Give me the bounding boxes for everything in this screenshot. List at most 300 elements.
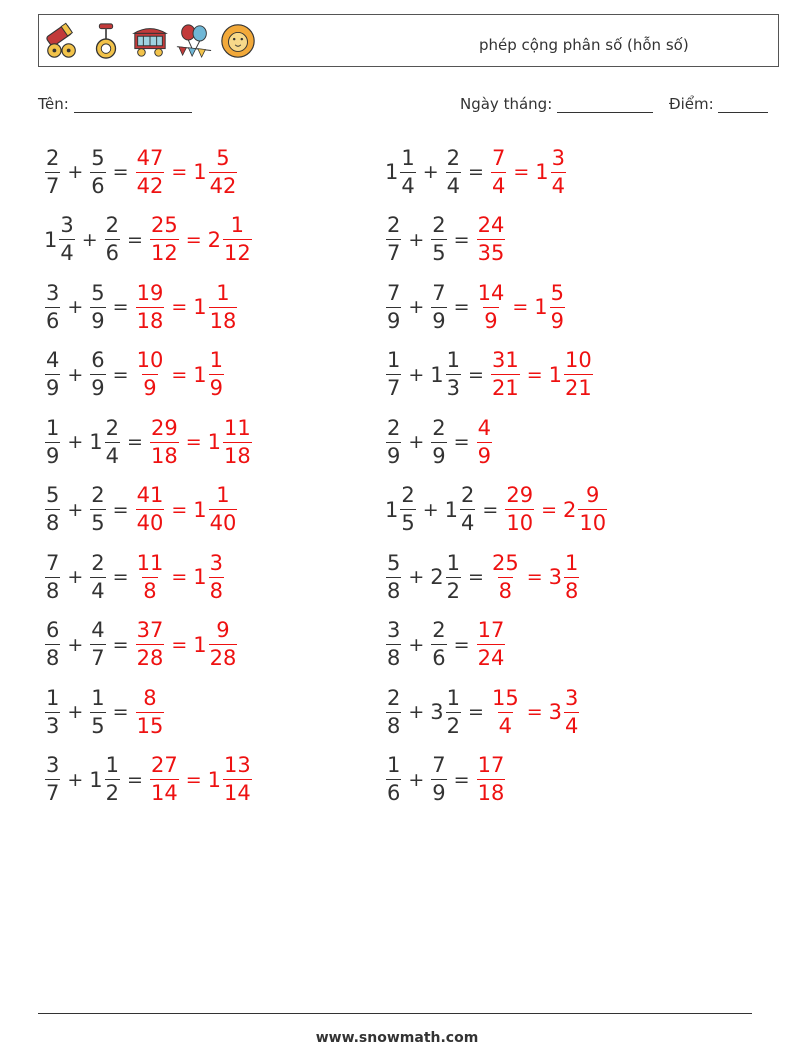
denominator: 4 [60, 241, 74, 265]
whole-number: 1 [207, 767, 221, 792]
second-operand [89, 755, 121, 804]
fraction [386, 755, 401, 804]
plus-sign: + [408, 363, 425, 386]
numerator: 2 [387, 415, 401, 440]
first-operand [44, 415, 61, 468]
improper-answer [135, 550, 166, 603]
whole-number: 1 [193, 362, 207, 387]
problem-item [385, 142, 567, 202]
numerator: 2 [432, 618, 446, 642]
numerator: 2 [91, 483, 105, 507]
problem-item [44, 750, 253, 810]
denominator: 9 [477, 443, 491, 468]
problem-item [385, 412, 493, 472]
second-operand [89, 350, 106, 399]
answer [504, 485, 608, 534]
denominator: 4 [565, 713, 579, 738]
plus-sign: + [408, 768, 425, 791]
first-operand [385, 485, 417, 534]
second-operand [89, 550, 106, 603]
numerator: 37 [136, 618, 164, 642]
first-operand [44, 620, 61, 669]
problem-item [385, 345, 594, 405]
denominator: 40 [209, 511, 237, 535]
fraction [90, 550, 105, 603]
first-operand [385, 620, 402, 669]
fraction [45, 755, 60, 804]
numerator: 4 [477, 415, 491, 440]
denominator: 4 [401, 173, 415, 198]
fraction [90, 280, 105, 333]
answer [135, 485, 239, 534]
numerator: 15 [491, 685, 519, 710]
second-operand [430, 550, 462, 603]
fraction [45, 485, 60, 534]
first-operand [44, 685, 61, 738]
numerator: 10 [136, 348, 164, 372]
fraction [431, 415, 446, 468]
equals-sign: = [127, 228, 143, 251]
whole-number: 1 [535, 160, 549, 184]
plus-sign: + [408, 633, 425, 656]
numerator: 7 [432, 753, 446, 777]
answer [476, 755, 507, 804]
equals-sign: = [127, 768, 143, 791]
second-operand [445, 145, 462, 198]
denominator: 4 [461, 511, 475, 535]
improper-answer [135, 485, 166, 534]
first-operand [385, 145, 417, 198]
first-operand [44, 485, 61, 534]
numerator: 2 [105, 213, 120, 237]
fraction [209, 485, 238, 534]
mixed-answer [207, 415, 253, 468]
answer [135, 280, 239, 333]
fraction [136, 685, 165, 738]
numerator: 1 [565, 550, 579, 575]
denominator: 2 [105, 781, 120, 805]
fraction [223, 755, 252, 804]
fraction [460, 485, 475, 534]
denominator: 9 [91, 376, 105, 400]
numerator: 6 [46, 618, 60, 642]
equals-sign: = [185, 228, 202, 251]
problem-item [385, 750, 506, 810]
second-operand [430, 280, 447, 333]
denominator: 9 [91, 308, 105, 333]
equals-sign: = [127, 431, 143, 453]
problem-item [385, 210, 506, 270]
improper-answer [135, 350, 166, 399]
equals-sign: = [541, 498, 557, 521]
fraction [386, 215, 401, 264]
answer [135, 620, 239, 669]
plus-sign: + [67, 161, 84, 183]
equals-sign: = [453, 633, 470, 656]
first-operand [385, 215, 402, 264]
first-operand [44, 755, 61, 804]
first-operand [385, 415, 402, 468]
denominator: 18 [136, 308, 164, 333]
numerator: 11 [136, 550, 164, 575]
fraction [550, 280, 565, 333]
whole-number: 1 [534, 295, 548, 319]
numerator: 31 [491, 348, 519, 372]
first-operand [385, 685, 402, 738]
numerator: 1 [446, 348, 461, 372]
whole-number: 1 [430, 362, 444, 387]
fraction [45, 620, 60, 669]
denominator: 4 [491, 173, 506, 198]
whole-number: 3 [430, 700, 444, 724]
numerator: 29 [506, 483, 534, 507]
worksheet-title: phép cộng phân số (hỗn số) [479, 36, 689, 54]
numerator: 5 [91, 280, 105, 305]
equals-sign: = [468, 363, 484, 386]
fraction [150, 755, 179, 804]
answer [476, 415, 493, 468]
mixed-answer [563, 485, 608, 534]
plus-sign: + [67, 633, 84, 656]
fraction [45, 550, 60, 603]
denominator: 18 [209, 308, 237, 333]
equals-sign: = [112, 498, 129, 521]
equals-sign: = [468, 701, 484, 723]
fraction [45, 280, 60, 333]
name-blank[interactable] [74, 98, 192, 113]
numerator: 7 [432, 280, 446, 305]
denominator: 7 [46, 173, 60, 198]
denominator: 14 [150, 781, 178, 805]
plus-sign: + [67, 566, 84, 588]
denominator: 18 [150, 443, 178, 468]
numerator: 17 [477, 753, 505, 777]
whole-number: 2 [207, 227, 221, 252]
answer [135, 550, 225, 603]
plus-sign: + [408, 701, 425, 723]
denominator: 8 [209, 578, 223, 603]
footer-url: www.snowmath.com [315, 1030, 479, 1046]
answer [149, 755, 253, 804]
denominator: 5 [432, 241, 446, 265]
whole-number: 1 [385, 497, 399, 522]
denominator: 42 [136, 173, 164, 198]
numerator: 47 [136, 145, 164, 170]
mixed-answer [548, 685, 581, 738]
fraction [90, 350, 105, 399]
denominator: 6 [91, 173, 105, 198]
equals-sign: = [112, 296, 129, 318]
whole-number: 1 [193, 160, 207, 184]
numerator: 1 [446, 685, 461, 710]
numerator: 41 [136, 483, 164, 507]
fraction [223, 415, 252, 468]
whole-number: 1 [89, 430, 103, 454]
denominator: 7 [387, 376, 401, 400]
fraction [578, 485, 607, 534]
fraction [477, 280, 506, 333]
fraction [400, 145, 415, 198]
fraction [386, 685, 401, 738]
fraction [223, 215, 252, 264]
whole-number: 1 [444, 497, 459, 522]
fraction [386, 415, 401, 468]
denominator: 42 [209, 173, 237, 198]
fraction [386, 550, 401, 603]
denominator: 4 [105, 443, 120, 468]
mixed-answer [193, 485, 238, 534]
numerator: 3 [46, 753, 60, 777]
denominator: 3 [46, 713, 60, 738]
answer [490, 685, 580, 738]
equals-sign: = [171, 566, 188, 588]
improper-answer [149, 415, 180, 468]
mixed-answer [193, 550, 225, 603]
fraction [136, 485, 165, 534]
plus-sign: + [408, 228, 425, 251]
denominator: 8 [565, 578, 579, 603]
whole-number: 3 [548, 565, 562, 589]
denominator: 8 [143, 578, 157, 603]
equals-sign: = [526, 363, 543, 386]
improper-answer [135, 685, 166, 738]
first-operand [44, 280, 61, 333]
numerator: 2 [91, 550, 105, 575]
denominator: 9 [484, 308, 498, 333]
fraction [45, 685, 60, 738]
whole-number: 1 [89, 767, 103, 792]
whole-number: 1 [385, 160, 399, 184]
fraction [90, 685, 105, 738]
mixed-answer [549, 350, 594, 399]
numerator: 1 [46, 685, 60, 710]
first-operand [385, 350, 402, 399]
numerator: 1 [387, 348, 401, 372]
answer [135, 350, 225, 399]
numerator: 13 [224, 753, 251, 777]
denominator: 8 [46, 578, 60, 603]
second-operand [89, 145, 106, 198]
denominator: 35 [477, 241, 505, 265]
denominator: 18 [477, 781, 505, 805]
improper-answer [490, 550, 521, 603]
fraction [446, 350, 461, 399]
fraction [209, 350, 224, 399]
fraction [105, 755, 120, 804]
second-operand [430, 755, 447, 804]
equals-sign: = [112, 363, 129, 386]
whole-number: 2 [430, 565, 444, 589]
problem-item [385, 615, 506, 675]
fraction [136, 620, 165, 669]
fraction [105, 215, 120, 264]
fraction [477, 755, 506, 804]
numerator: 4 [91, 618, 105, 642]
date-blank[interactable] [557, 98, 653, 113]
whole-number: 1 [193, 632, 207, 657]
second-operand [430, 415, 447, 468]
improper-answer [490, 145, 507, 198]
improper-answer [149, 215, 180, 264]
denominator: 24 [477, 646, 505, 670]
denominator: 12 [224, 241, 251, 265]
numerator: 25 [491, 550, 519, 575]
answer [135, 145, 239, 198]
fraction [209, 550, 224, 603]
numerator: 1 [387, 753, 401, 777]
problem-item [385, 480, 608, 540]
answer [149, 215, 253, 264]
problem-item [385, 277, 566, 337]
answer [476, 620, 507, 669]
numerator: 2 [432, 213, 446, 237]
numerator: 7 [491, 145, 506, 170]
numerator: 19 [136, 280, 164, 305]
score-label: Điểm: [669, 95, 714, 113]
denominator: 15 [136, 713, 164, 738]
denominator: 9 [46, 443, 60, 468]
denominator: 7 [91, 646, 105, 670]
numerator: 4 [46, 348, 60, 372]
fraction [150, 415, 179, 468]
plus-sign: + [67, 701, 84, 723]
denominator: 4 [498, 713, 513, 738]
numerator: 1 [105, 753, 120, 777]
circus-wagon-icon [131, 21, 169, 61]
fraction [45, 415, 60, 468]
equals-sign: = [468, 161, 484, 183]
second-operand [430, 685, 462, 738]
equals-sign: = [513, 161, 530, 183]
numerator: 27 [150, 753, 178, 777]
denominator: 5 [91, 713, 105, 738]
denominator: 5 [401, 511, 415, 535]
plus-sign: + [408, 431, 425, 453]
plus-sign: + [67, 768, 84, 791]
improper-answer [135, 620, 166, 669]
first-operand [385, 280, 402, 333]
denominator: 6 [387, 781, 401, 805]
equals-sign: = [171, 296, 188, 318]
numerator: 3 [209, 550, 223, 575]
answer [490, 145, 567, 198]
first-operand [44, 215, 76, 264]
numerator: 29 [150, 415, 178, 440]
denominator: 40 [136, 511, 164, 535]
answer [149, 415, 253, 468]
numerator: 2 [105, 415, 120, 440]
numerator: 7 [46, 550, 60, 575]
plus-sign: + [67, 498, 84, 521]
whole-number: 3 [548, 700, 562, 724]
denominator: 6 [105, 241, 120, 265]
header-box [38, 14, 779, 67]
numerator: 3 [60, 213, 74, 237]
denominator: 8 [498, 578, 513, 603]
denominator: 2 [446, 713, 461, 738]
second-operand [104, 215, 121, 264]
plus-sign: + [408, 566, 425, 588]
name-field [38, 95, 192, 113]
problem-item [44, 210, 253, 270]
fraction [136, 550, 165, 603]
first-operand [44, 550, 61, 603]
answer [135, 685, 166, 738]
numerator: 1 [209, 348, 223, 372]
numerator: 2 [461, 483, 475, 507]
cannon-icon [43, 21, 81, 61]
fraction [431, 280, 446, 333]
answer [476, 215, 507, 264]
equals-sign: = [512, 296, 529, 318]
mixed-answer [535, 145, 567, 198]
second-operand [89, 280, 106, 333]
problem-item [44, 682, 165, 742]
fraction [90, 485, 105, 534]
equals-sign: = [171, 498, 188, 521]
numerator: 5 [550, 280, 564, 305]
denominator: 12 [150, 241, 178, 265]
fraction [136, 280, 165, 333]
problem-item [44, 547, 225, 607]
numerator: 2 [446, 145, 461, 170]
numerator: 1 [216, 280, 230, 305]
mixed-answer [548, 550, 581, 603]
numerator: 8 [143, 685, 157, 710]
denominator: 4 [551, 173, 566, 198]
fraction [431, 620, 446, 669]
denominator: 9 [432, 308, 446, 333]
mixed-answer [193, 620, 238, 669]
numerator: 9 [216, 618, 230, 642]
problem-item [44, 615, 238, 675]
improper-answer [490, 350, 521, 399]
plus-sign: + [67, 363, 84, 386]
denominator: 9 [46, 376, 60, 400]
numerator: 3 [565, 685, 579, 710]
denominator: 10 [579, 511, 607, 535]
answer [476, 280, 566, 333]
denominator: 9 [143, 376, 157, 400]
fraction [90, 145, 105, 198]
improper-answer [476, 415, 493, 468]
denominator: 14 [224, 781, 251, 805]
fraction [90, 620, 105, 669]
numerator: 24 [477, 213, 505, 237]
score-blank[interactable] [718, 98, 768, 113]
problem-item [44, 277, 238, 337]
fraction [400, 485, 415, 534]
plus-sign: + [422, 161, 439, 183]
equals-sign: = [112, 633, 129, 656]
plus-sign: + [67, 431, 84, 453]
numerator: 5 [91, 145, 105, 170]
improper-answer [476, 215, 507, 264]
denominator: 8 [387, 646, 401, 670]
numerator: 7 [387, 280, 401, 305]
fraction [136, 350, 165, 399]
date-label: Ngày tháng: [460, 95, 553, 113]
numerator: 11 [224, 415, 251, 440]
header-icons [43, 19, 257, 63]
fraction [59, 215, 74, 264]
equals-sign: = [171, 161, 188, 183]
second-operand [89, 485, 106, 534]
footer-divider [38, 1013, 752, 1014]
equals-sign: = [112, 161, 129, 183]
mixed-answer [208, 215, 253, 264]
problem-item [44, 345, 225, 405]
